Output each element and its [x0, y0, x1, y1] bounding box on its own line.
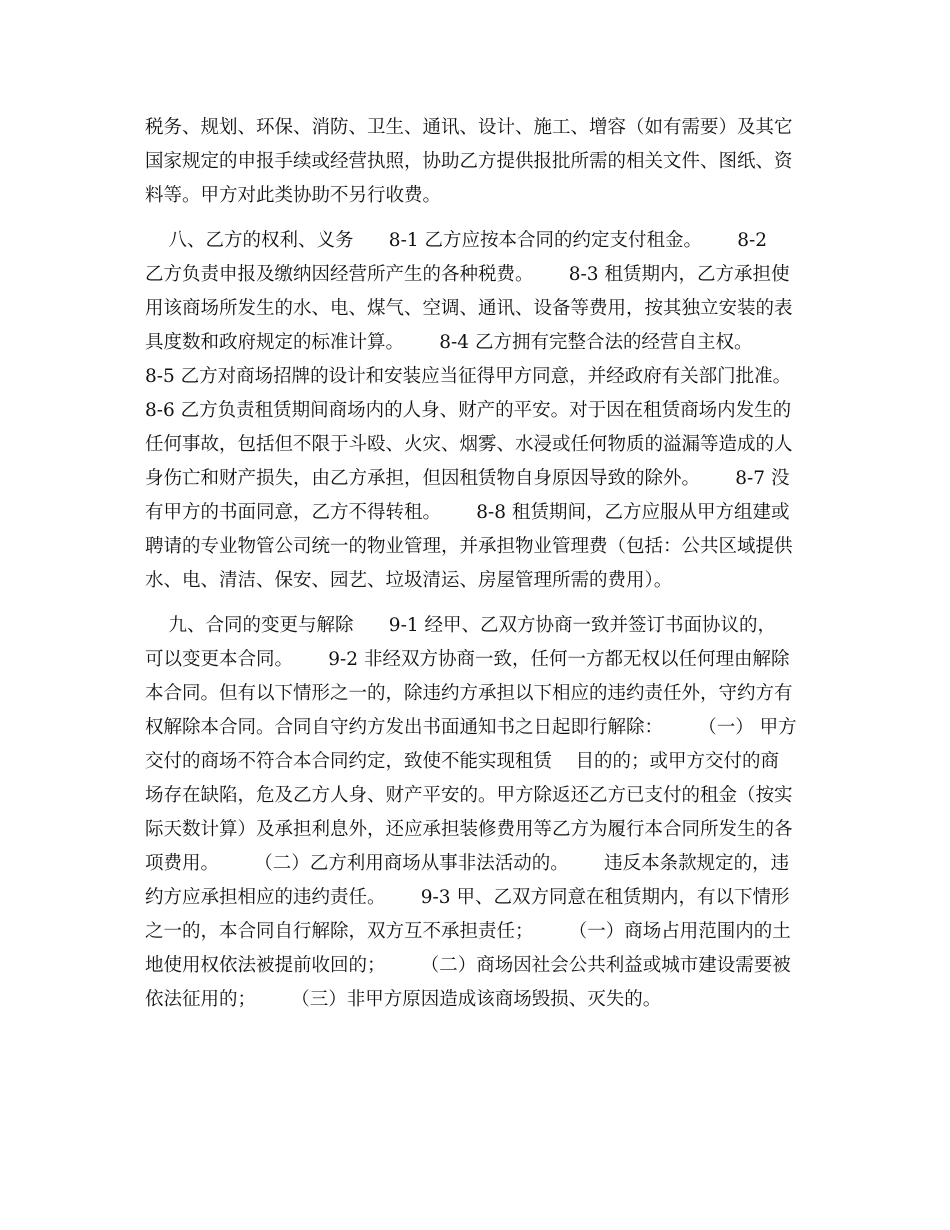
text-line: 场存在缺陷，危及乙方人身、财产平安的。甲方除返还乙方已支付的租金（按实 — [145, 785, 793, 806]
text-line: 具度数和政府规定的标准计算。 8-4 乙方拥有完整合法的经营自主权。 — [145, 332, 753, 353]
text-line: 可以变更本合同。 9-2 非经双方协商一致，任何一方都无权以任何理由解除 — [145, 649, 790, 670]
text-line: 水、电、清洁、保安、园艺、垃圾清运、房屋管理所需的费用）。 — [145, 570, 673, 591]
text-line: 税务、规划、环保、消防、卫生、通讯、设计、施工、增容（如有需要）及其它 — [145, 117, 793, 138]
text-line: 权解除本合同。合同自守约方发出书面通知书之日起即行解除： （一） 甲方 — [145, 717, 797, 738]
text-line: 8-6 乙方负责租赁期间商场内的人身、财产的平安。对于因在租赁商场内发生的 — [145, 400, 792, 421]
text-line: 有甲方的书面同意，乙方不得转租。 8-8 租赁期间，乙方应服从甲方组建或 — [145, 502, 790, 523]
text-line: 国家规定的申报手续或经营执照，协助乙方提供报批所需的相关文件、图纸、资 — [145, 151, 793, 172]
text-line: 任何事故，包括但不限于斗殴、火灾、烟雾、水浸或任何物质的溢漏等造成的人 — [145, 434, 793, 455]
text-line: 地使用权依法被提前收回的； （二）商场因社会公共利益或城市建设需要被 — [145, 955, 791, 976]
text-line: 八、乙方的权利、义务 8-1 乙方应按本合同的约定支付租金。 8-2 — [145, 230, 768, 251]
text-line: 际天数计算）及承担利息外，还应承担装修费用等乙方为履行本合同所发生的各 — [145, 819, 793, 840]
text-line: 料等。甲方对此类协助不另行收费。 — [145, 185, 442, 206]
text-line: 交付的商场不符合本合同约定，致使不能实现租赁 目的的；或甲方交付的商 — [145, 751, 780, 772]
text-line: 身伤亡和财产损失，由乙方承担，但因租赁物自身原因导致的除外。 8-7 没 — [145, 468, 790, 489]
text-line: 依法征用的； （三）非甲方原因造成该商场毁损、灭失的。 — [145, 989, 662, 1010]
text-line: 约方应承担相应的违约责任。 9-3 甲、乙双方同意在租赁期内，有以下情形 — [145, 887, 790, 908]
text-line: 聘请的专业物管公司统一的物业管理，并承担物业管理费（包括：公共区域提供 — [145, 536, 793, 557]
text-line: 用该商场所发生的水、电、煤气、空调、通讯、设备等费用，按其独立安装的表 — [145, 298, 793, 319]
text-line: 乙方负责申报及缴纳因经营所产生的各种税费。 8-3 租赁期内，乙方承担使 — [145, 264, 790, 285]
text-line: 九、合同的变更与解除 9-1 经甲、乙双方协商一致并签订书面协议的， — [145, 615, 776, 636]
text-line: 8-5 乙方对商场招牌的设计和安装应当征得甲方同意，并经政府有关部门批准。 — [145, 366, 792, 387]
text-line: 本合同。但有以下情形之一的，除违约方承担以下相应的违约责任外，守约方有 — [145, 683, 793, 704]
text-line: 之一的，本合同自行解除，双方互不承担责任； （一）商场占用范围内的土 — [145, 921, 791, 942]
text-line: 项费用。 （二）乙方利用商场从事非法活动的。 违反本条款规定的，违 — [145, 853, 790, 874]
